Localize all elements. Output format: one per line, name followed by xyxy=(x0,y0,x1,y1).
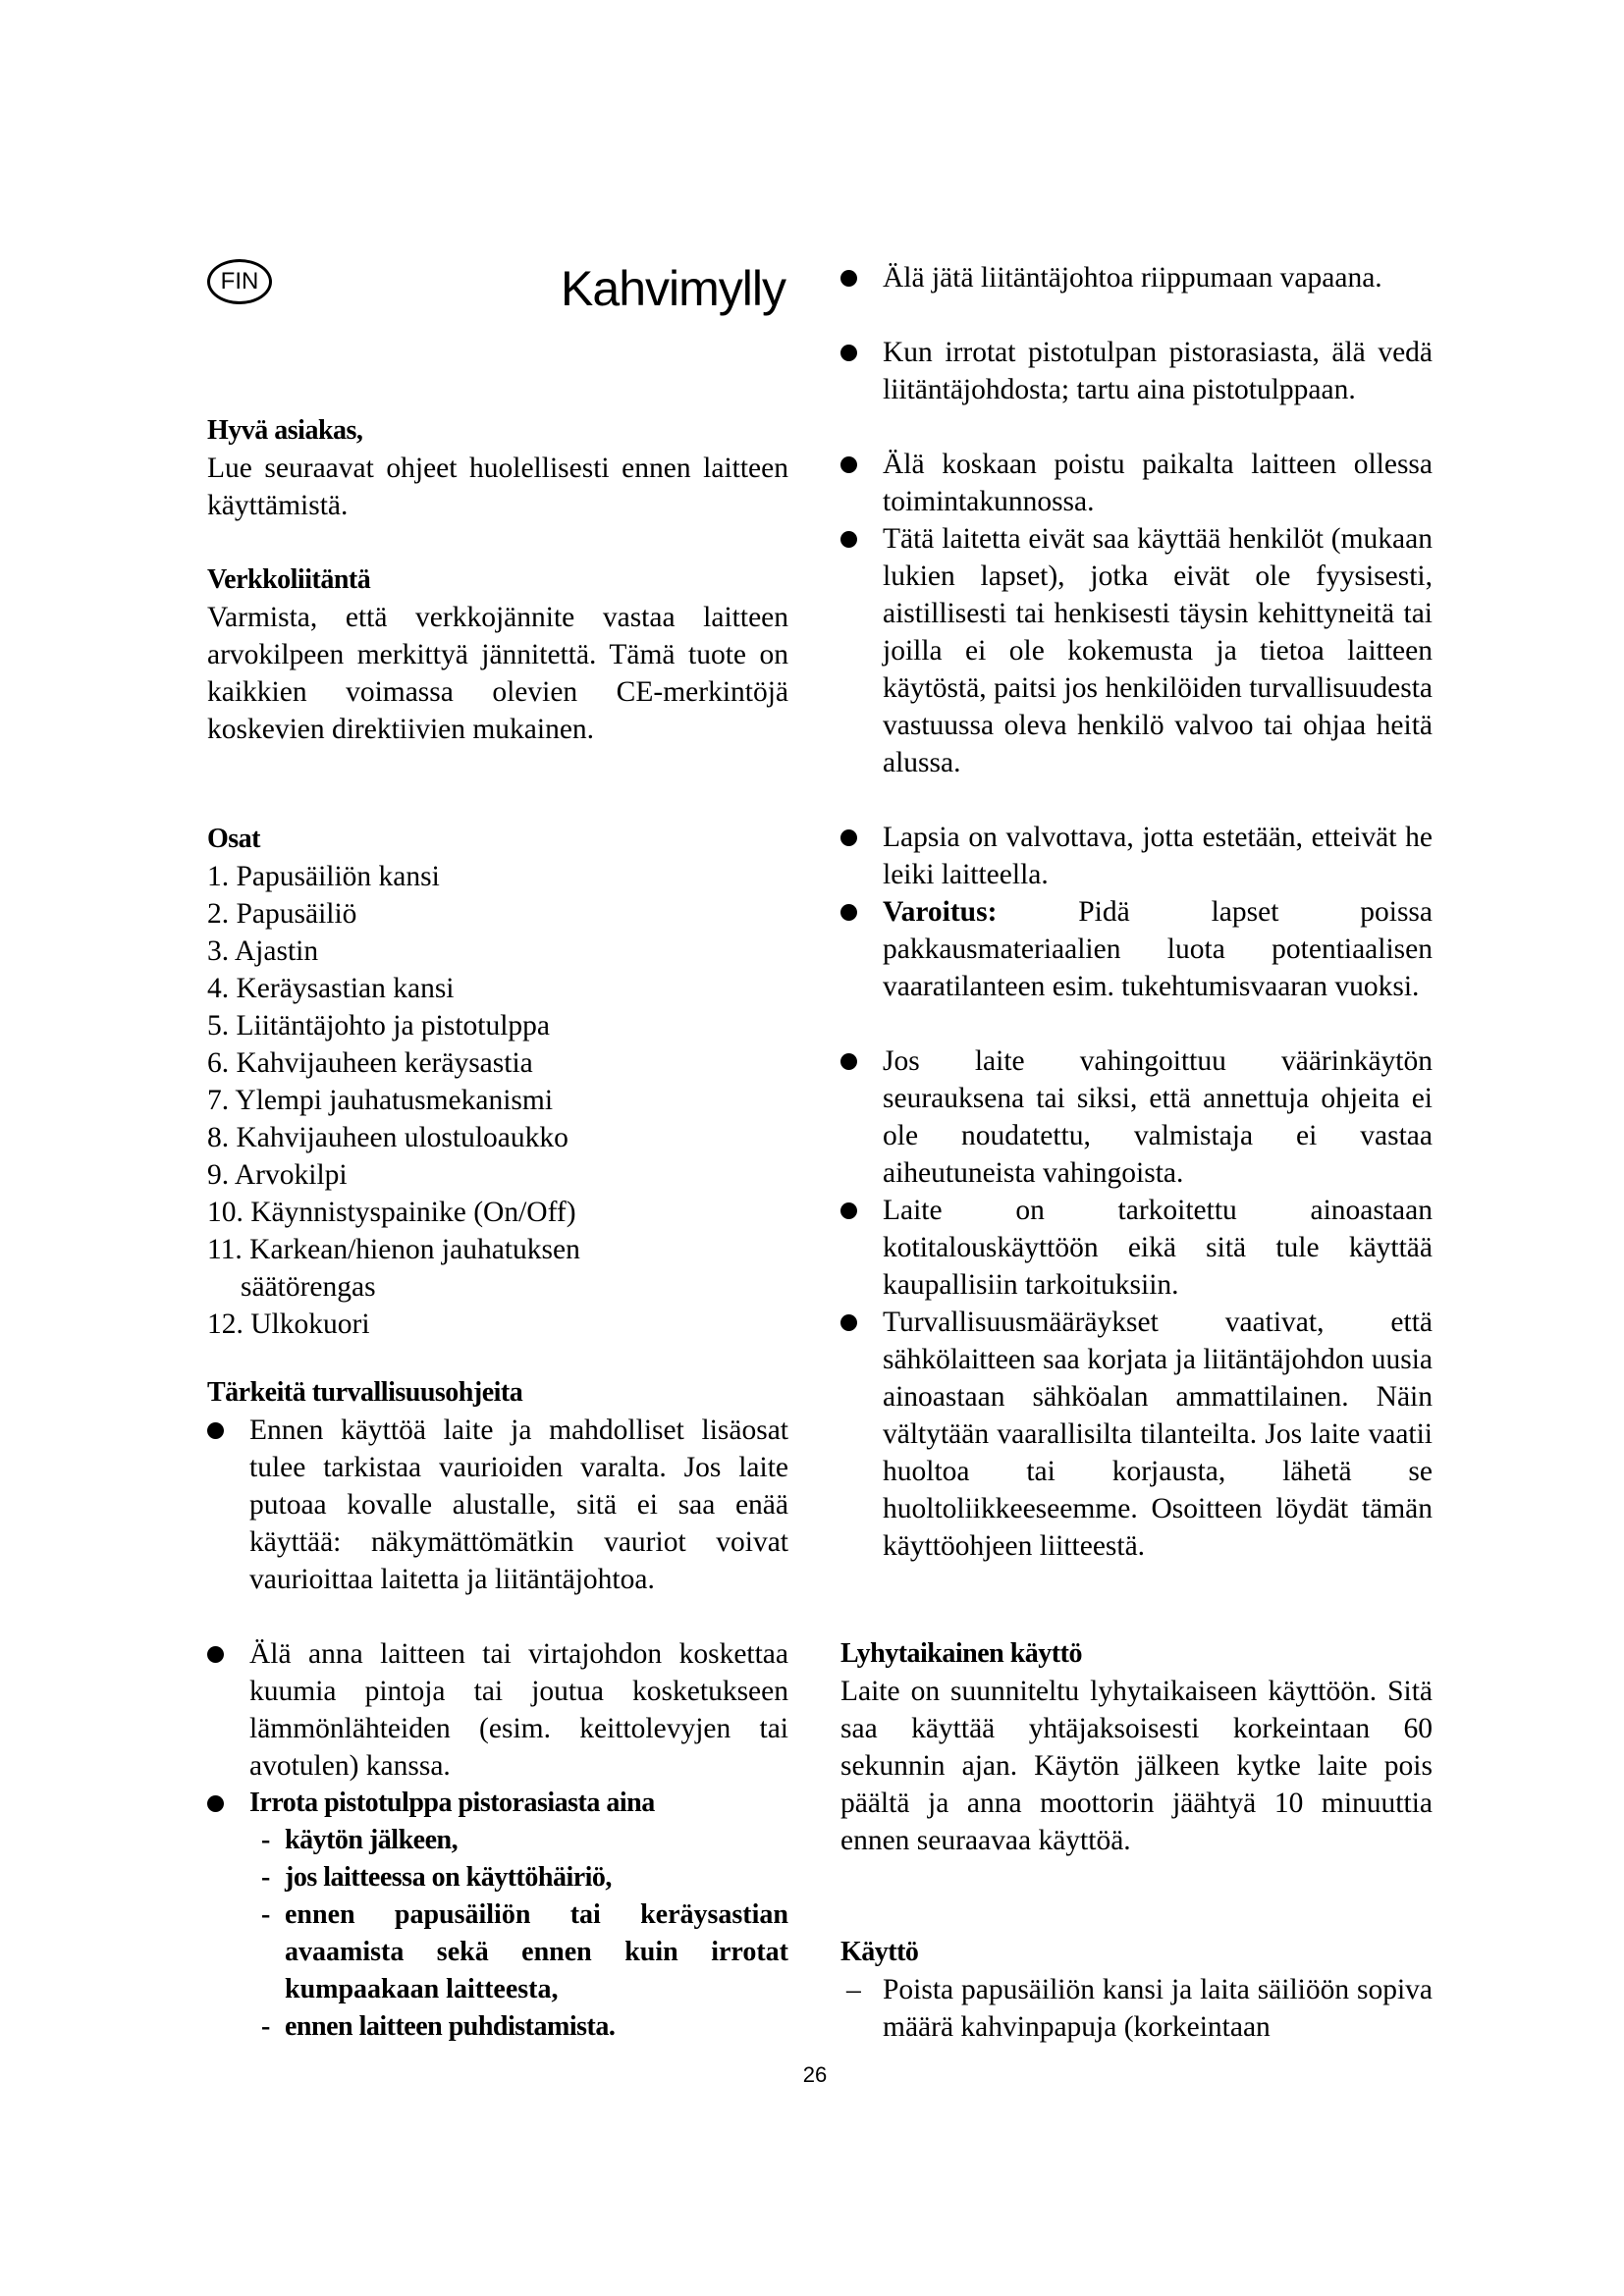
list-item: 2. Papusäiliö xyxy=(207,898,357,930)
bullet-icon xyxy=(840,1314,857,1331)
list-item: 10. Käynnistyspainike (On/Off) xyxy=(207,1197,576,1228)
bullet-icon xyxy=(840,1202,857,1219)
bullet-icon xyxy=(207,1646,224,1663)
list-item: 11. Karkean/hienon jauhatuksen xyxy=(207,1234,580,1265)
bullet-icon xyxy=(207,1422,224,1439)
safety-bullet xyxy=(840,520,1433,781)
bullet-text: Jos laite vahingoittuu väärinkäytön seurauksena tai siksi, että annettuja ohjeita ei ole noudatettu, valmistaja ei vastaa aiheutuneista vahingoista. xyxy=(883,1045,1433,1189)
language-badge: FIN xyxy=(207,259,272,304)
dash-marker: - xyxy=(261,2011,271,2042)
list-item xyxy=(249,1859,788,1896)
sub-item-text: ennen papusäiliön tai keräysastian avaamista sekä ennen kuin irrotat kumpaakaan laitteesta, xyxy=(285,1899,788,2004)
short-use-heading: Lyhytaikainen käyttö xyxy=(840,1638,1082,1669)
step-text: Poista papusäiliön kansi ja laita säiliöön sopiva määrä kahvinpapuja (korkeintaan xyxy=(883,1974,1433,2043)
safety-bullet xyxy=(840,1304,1433,1565)
safety-bullet xyxy=(207,1785,788,1822)
list-item: 7. Ylempi jauhatusmekanismi xyxy=(207,1085,554,1116)
usage-step xyxy=(840,1971,1433,2046)
bullet-icon xyxy=(840,531,857,548)
list-item xyxy=(249,1896,788,2008)
list-item xyxy=(249,2008,788,2046)
bullet-icon xyxy=(840,345,857,361)
safety-bullet xyxy=(840,446,1433,520)
parts-heading: Osat xyxy=(207,824,260,854)
mains-text: Varmista, että verkkojännite vastaa laitteen arvokilpeen merkittyä jännitettä. Tämä tuote on kaikkien voimassa olevien CE-merkintöjä koskevien direktiivien mukainen. xyxy=(207,602,788,745)
safety-bullet xyxy=(840,334,1433,408)
list-item: 4. Keräysastian kansi xyxy=(207,973,455,1004)
list-item: 8. Kahvijauheen ulostuloaukko xyxy=(207,1122,568,1153)
list-item: 12. Ulkokuori xyxy=(207,1308,370,1340)
bullet-text: Laite on tarkoitettu ainoastaan kotitalouskäyttöön eikä sitä tule käyttää kaupallisiin tarkoituksiin. xyxy=(883,1195,1433,1301)
bullet-icon xyxy=(840,829,857,846)
bullet-icon xyxy=(840,270,857,287)
list-item: säätörengas xyxy=(241,1271,376,1303)
greeting-text: Lue seuraavat ohjeet huolellisesti ennen laitteen käyttämistä. xyxy=(207,453,788,521)
safety-bullet xyxy=(207,1635,788,1785)
list-item: 3. Ajastin xyxy=(207,935,319,967)
sub-item-text: käytön jälkeen, xyxy=(285,1825,459,1855)
safety-heading: Tärkeitä turvallisuusohjeita xyxy=(207,1377,523,1408)
page-number: 26 xyxy=(802,2062,828,2087)
warning-text: Pidä lapset poissa pakkausmateriaalien luota potentiaalisen vaaratilanteen esim. tukehtumisvaaran vuoksi. xyxy=(883,896,1434,1002)
bullet-text: Irrota pistotulppa pistorasiasta aina xyxy=(249,1788,655,1818)
bullet-text: Lapsia on valvottava, jotta estetään, etteivät he leiki laitteella. xyxy=(883,822,1433,890)
dash-marker: - xyxy=(261,1899,271,1930)
parts-list xyxy=(207,858,788,1343)
sub-item-text: ennen laitteen puhdistamista. xyxy=(285,2011,616,2042)
bullet-text: Älä koskaan poistu paikalta laitteen ollessa toimintakunnossa. xyxy=(883,449,1433,517)
bullet-icon xyxy=(207,1795,224,1812)
greeting-heading: Hyvä asiakas, xyxy=(207,415,363,446)
bullet-text: Älä jätä liitäntäjohtoa riippumaan vapaana. xyxy=(883,262,1382,294)
safety-bullet xyxy=(840,259,1433,296)
bullet-text xyxy=(883,893,1433,1005)
page-title: Kahvimylly xyxy=(561,261,785,316)
warning-label: Varoitus: xyxy=(883,896,998,928)
list-item: 9. Arvokilpi xyxy=(207,1159,348,1191)
bullet-text: Turvallisuusmääräykset vaativat, että sähkölaitteen saa korjata ja liitäntäjohdon uusia ainoastaan sähköalan ammattilainen. Näin vältytään vaarallisilta tilanteilta. Jos laite vaatii huoltoa tai korjausta, lähetä se huoltoliikkeeseemme. Osoitteen löydät tämän käyttöohjeen liitteestä. xyxy=(883,1307,1433,1562)
dash-marker: – xyxy=(846,1974,861,2005)
list-item: 5. Liitäntäjohto ja pistotulppa xyxy=(207,1010,551,1041)
bullet-text: Tätä laitetta eivät saa käyttää henkilöt (mukaan lukien lapset), jotka eivät ole fyysisesti, aistillisesti tai henkisesti täysin kehittyneitä tai joilla ei ole kokemusta ja tietoa laitteen käytöstä, paitsi jos henkilöiden turvallisuudesta vastuussa oleva henkilö valvoo tai ohjaa heitä alussa. xyxy=(883,523,1433,778)
bullet-text: Kun irrotat pistotulpan pistorasiasta, älä vedä liitäntäjohdosta; tartu aina pistotulppaan. xyxy=(883,337,1433,405)
bullet-text: Älä anna laitteen tai virtajohdon koskettaa kuumia pintoja tai joutua kosketukseen lämmönlähteiden (esim. keittolevyjen tai avotulen) kanssa. xyxy=(249,1638,788,1782)
short-use-text: Laite on suunniteltu lyhytaikaiseen käyttöön. Sitä saa käyttää yhtäjaksoisesti korkeintaan 60 sekunnin ajan. Käytön jälkeen kytke laite pois päältä ja anna moottorin jäähtyä 10 minuuttia ennen seuraavaa käyttöä. xyxy=(840,1676,1433,1856)
mains-heading: Verkkoliitäntä xyxy=(207,564,371,595)
list-item: 1. Papusäiliön kansi xyxy=(207,861,440,892)
dash-marker: - xyxy=(261,1825,271,1855)
safety-bullet xyxy=(207,1412,788,1598)
usage-heading: Käyttö xyxy=(840,1937,919,1967)
safety-bullet xyxy=(840,819,1433,893)
list-item: 6. Kahvijauheen keräysastia xyxy=(207,1047,533,1079)
bullet-icon xyxy=(840,1053,857,1070)
bullet-text: Ennen käyttöä laite ja mahdolliset lisäosat tulee tarkistaa vaurioiden varalta. Jos laite putoaa kovalle alustalle, sitä ei saa enää käyttää: näkymättömätkin vauriot voivat vaurioittaa laitetta ja liitäntäjohtoa. xyxy=(249,1415,788,1595)
safety-bullet xyxy=(840,893,1433,1005)
sub-list xyxy=(249,1822,788,2046)
sub-item-text: jos laitteessa on käyttöhäiriö, xyxy=(285,1862,612,1893)
safety-bullet xyxy=(840,1042,1433,1192)
dash-marker: - xyxy=(261,1862,271,1893)
bullet-icon xyxy=(840,904,857,921)
bullet-icon xyxy=(840,456,857,473)
list-item xyxy=(249,1822,788,1859)
safety-bullet xyxy=(840,1192,1433,1304)
